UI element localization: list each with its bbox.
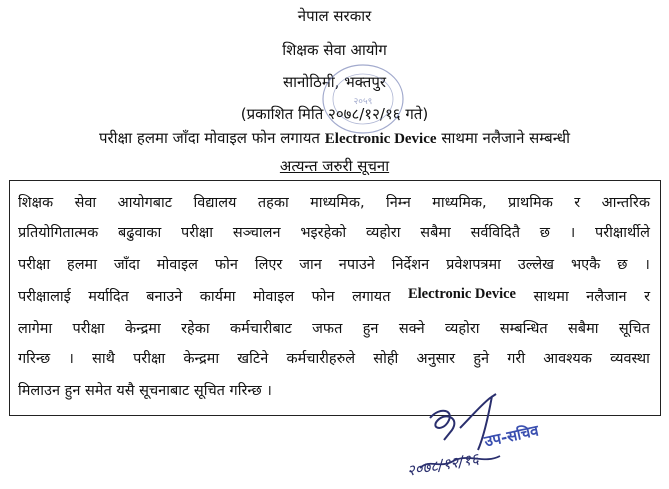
word: छ [617, 257, 628, 273]
word: सूचित [618, 321, 650, 337]
word: र [574, 195, 581, 211]
notice-title-text: अत्यन्त जरुरी सूचना [279, 157, 390, 175]
word: । [68, 351, 74, 367]
word: हलमा [67, 257, 97, 273]
word: तहका [257, 195, 289, 211]
word: मर्यादित [88, 289, 129, 305]
word: व्यहोरा [365, 225, 401, 241]
header-publish-date: (प्रकाशित मिति २०७८/१२/१६ गते) [240, 105, 429, 123]
word: परीक्षालाई [18, 289, 71, 305]
word: सोही [373, 351, 399, 367]
word: र [644, 289, 650, 305]
word: जफत [312, 321, 343, 337]
word: । [569, 225, 576, 241]
word: सम्बन्धित [499, 321, 548, 337]
word: केन्द्रमा [183, 351, 220, 367]
word: परीक्षार्थीले [594, 225, 650, 241]
office-stamp [318, 60, 408, 138]
word: माध्यमिक, [310, 195, 365, 211]
designation-seal: उप-सचिव [482, 421, 541, 451]
word: साथमा [533, 289, 569, 305]
body-line-1 [18, 192, 650, 212]
body-line-4 [18, 286, 650, 306]
svg-text:२०५९: २०५९ [353, 97, 373, 107]
word: माध्यमिक, [432, 195, 487, 211]
word: हुने [473, 351, 490, 367]
body-line-5 [18, 318, 650, 338]
word: । [644, 257, 650, 273]
word: व्यवस्था [610, 351, 650, 367]
word: गरिन्छ [18, 351, 51, 367]
word: कार्यमा [199, 289, 236, 305]
body-line-3 [18, 254, 650, 274]
word: परीक्षा [180, 225, 214, 241]
word: जाँदा [113, 257, 140, 273]
subject-part2: साथमा नलैजाने सम्बन्धी [441, 129, 571, 147]
word: सबैमा [420, 225, 451, 241]
body-line-6 [18, 348, 650, 368]
word: शिक्षक [18, 195, 54, 211]
word: व्यहोरा [445, 321, 480, 337]
word: बनाउने [146, 289, 183, 305]
word: आयोगबाट [117, 195, 173, 211]
word: जान [299, 257, 322, 273]
word: गरी [507, 351, 526, 367]
word: भइरहेको [300, 225, 347, 241]
subject-part1: परीक्षा हलमा जाँदा मोवाइल फोन लगायत [98, 129, 320, 147]
word: परीक्षा [18, 257, 51, 273]
notice-subject [0, 128, 669, 148]
word: मोवाइल [156, 257, 198, 273]
word: निम्न [386, 195, 411, 211]
word: मिलाउन हुन समेत यसै सूचनाबाट सूचित गरिन्छ । [18, 383, 272, 399]
word: कर्मचारीबाट [229, 321, 292, 337]
word: सर्वविदितै [470, 225, 520, 241]
word: हुन [362, 321, 379, 337]
word: छ [539, 225, 550, 241]
word: आन्तरिक [601, 195, 650, 211]
word: केन्द्रमा [124, 321, 161, 337]
signature-date: २०७८/१२/१६ [405, 449, 481, 480]
word: बढुवाका [118, 225, 162, 241]
word: लागेमा [18, 321, 53, 337]
word: लिएर [254, 257, 283, 273]
word: फोन [311, 289, 335, 305]
word: विद्यालय [193, 195, 237, 211]
header-government: नेपाल सरकार [297, 7, 372, 25]
word: उल्लेख [517, 257, 555, 273]
word: नपाउने [338, 257, 375, 273]
word: भएकै [570, 257, 601, 273]
body-line-2 [18, 222, 650, 242]
word: प्रतियोगितात्मक [18, 225, 99, 241]
word: नलैजान [586, 289, 627, 305]
word: फोन [214, 257, 238, 273]
word: सबैमा [567, 321, 599, 337]
body-device: Electronic Device [407, 286, 516, 302]
word: मोवाइल [252, 289, 295, 305]
word: प्रवेशपत्रमा [446, 257, 501, 273]
word: खटिने [237, 351, 269, 367]
word: प्राथमिक [508, 195, 553, 211]
word: परीक्षा [72, 321, 105, 337]
word: सेवा [74, 195, 97, 211]
word: सञ्चालन [232, 225, 281, 241]
word: अनुसार [416, 351, 456, 367]
word: कर्मचारीहरुले [286, 351, 356, 367]
word: लगायत [352, 289, 391, 305]
word: सक्ने [398, 321, 425, 337]
notice-title [0, 156, 669, 176]
word: निर्देशन [391, 257, 430, 273]
word: साथै [92, 351, 115, 367]
word: रहेका [181, 321, 210, 337]
word: आवश्यक [543, 351, 592, 367]
word: परीक्षा [133, 351, 166, 367]
header-address: सानोठिमी, भक्तपुर [282, 73, 387, 91]
subject-device: Electronic Device [324, 131, 437, 147]
header-commission: शिक्षक सेवा आयोग [282, 41, 387, 59]
